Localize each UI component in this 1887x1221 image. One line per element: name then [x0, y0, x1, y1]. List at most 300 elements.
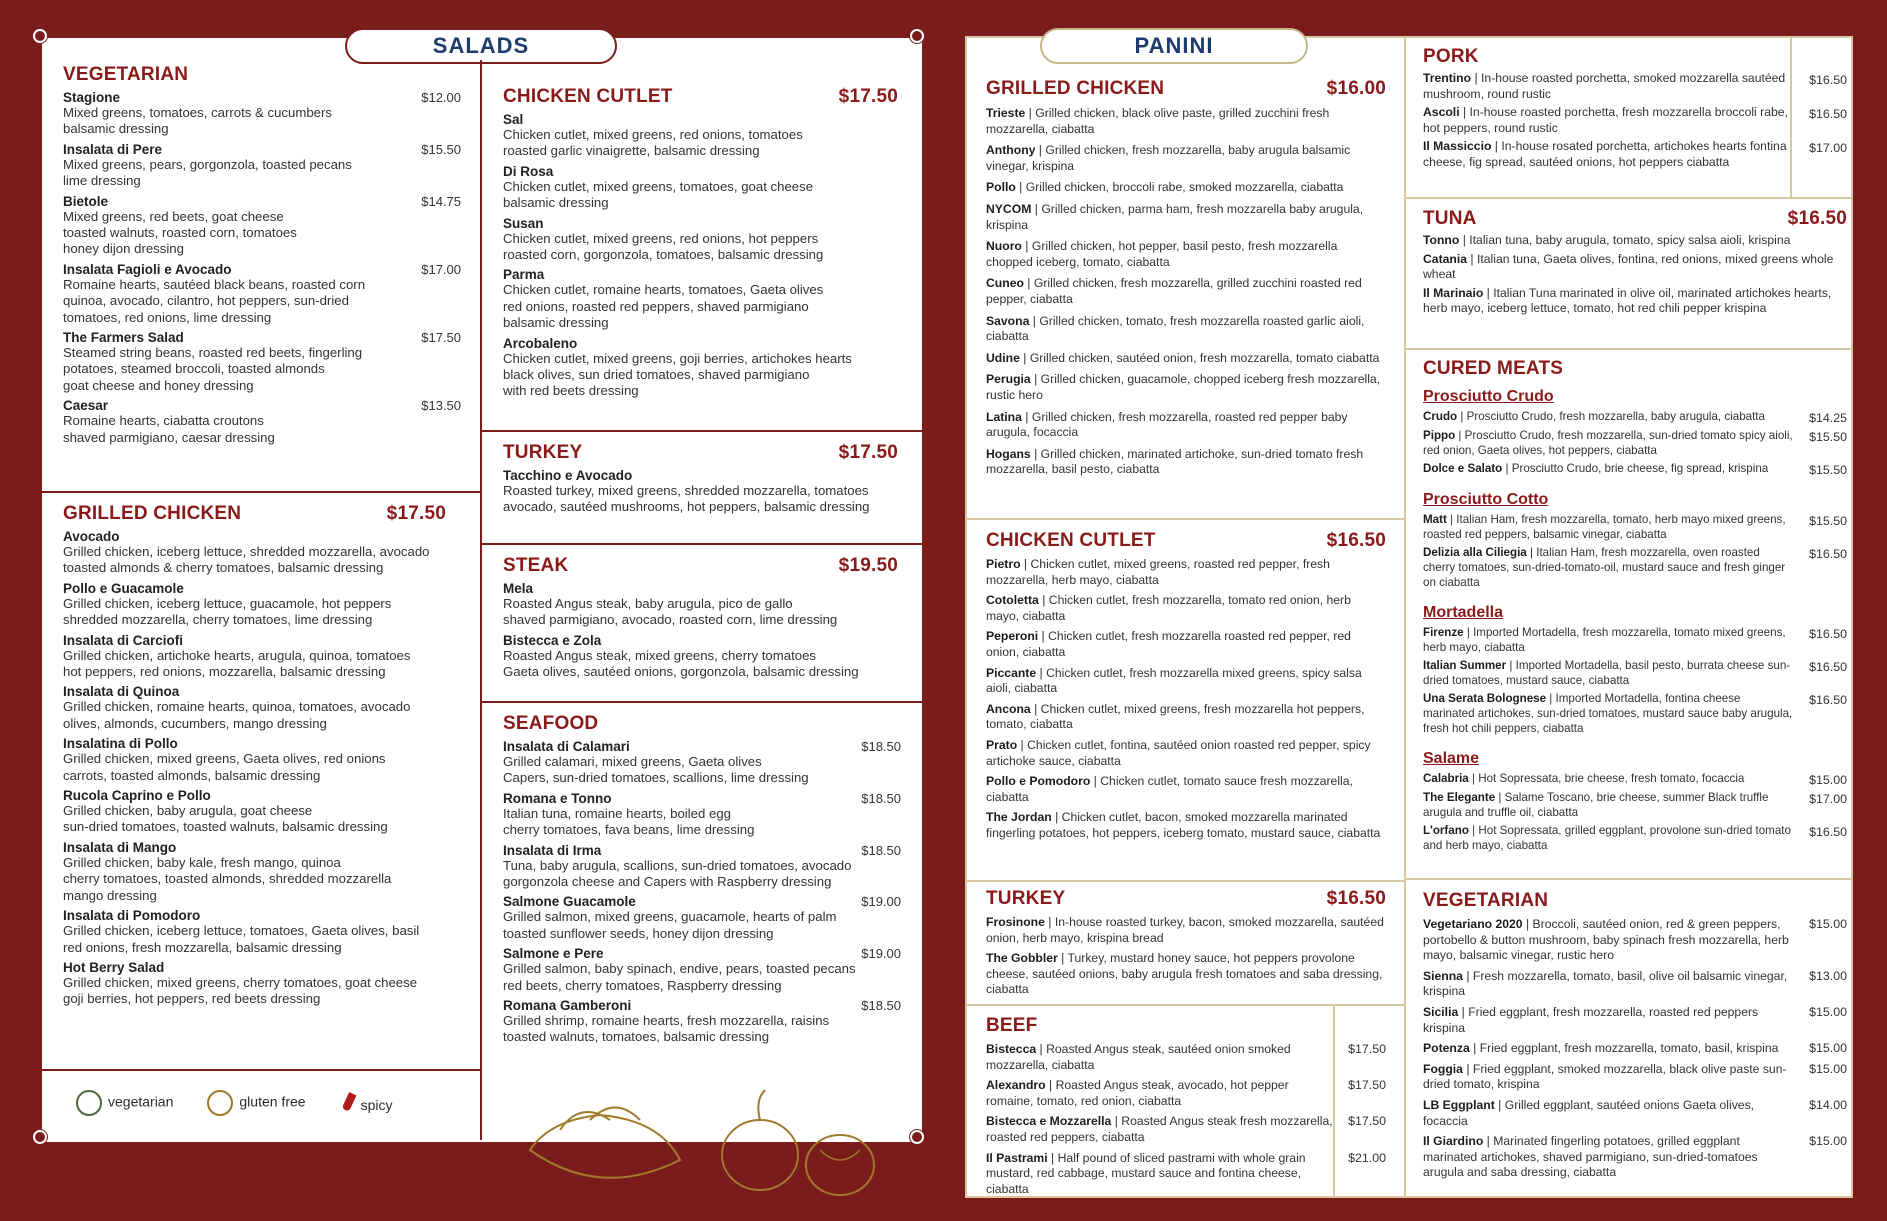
menu-item-text	[986, 351, 1386, 367]
menu-item	[63, 581, 446, 629]
menu-item-description: Italian tuna, romaine hearts, boiled egg cherry tomatoes, fava beans, lime dressing	[503, 805, 755, 838]
chili-pepper-icon	[341, 1092, 356, 1112]
menu-item-text	[1423, 823, 1795, 853]
menu-item-description: Grilled salmon, mixed greens, guacamole, hearts of palm toasted sunflower seeds, honey dijon dressing	[503, 909, 837, 941]
menu-item-name: Foggia	[1423, 1061, 1463, 1076]
separator: |	[1036, 1042, 1047, 1056]
menu-item-description: Imported Mortadella, fontina cheese marinated artichokes, sun-dried tomatoes, mustard sauce baby arugula, fresh hot chili peppers, ciabatta	[1423, 692, 1793, 735]
menu-item-header	[503, 894, 901, 909]
separator: |	[1045, 1078, 1056, 1093]
menu-item-name: Dolce e Salato	[1423, 462, 1503, 475]
menu-item-name: Insalata di Carciofi	[63, 632, 184, 648]
menu-item-description: Imported Mortadella, basil pesto, burrata cheese sun-dried tomatoes, mustard sauce, ciabatta	[1423, 659, 1791, 687]
menu-item-text	[986, 1151, 1334, 1198]
separator: |	[1017, 737, 1028, 752]
menu-item-price: $16.50	[1809, 693, 1847, 707]
separator: |	[1458, 1004, 1469, 1019]
menu-item-name: Bistecca e Mozzarella	[986, 1114, 1112, 1129]
salads-steak-section	[503, 555, 898, 681]
separator: |	[1036, 665, 1047, 680]
separator: |	[1030, 446, 1041, 461]
section-title	[986, 78, 1386, 100]
separator: |	[1462, 968, 1473, 983]
separator: |	[1044, 915, 1055, 929]
menu-item-name: Insalatina di Pollo	[63, 736, 178, 752]
menu-item-price: $15.00	[1809, 1134, 1847, 1149]
menu-item	[1423, 768, 1847, 787]
menu-item	[63, 398, 461, 446]
separator: |	[1468, 772, 1479, 785]
separator: |	[1455, 429, 1465, 442]
menu-item-header	[63, 960, 446, 975]
menu-item-description: Grilled eggplant, sautéed onions Gaeta olives, focaccia	[1423, 1097, 1755, 1128]
menu-item-name: Il Pastrami	[986, 1150, 1048, 1165]
menu-item	[63, 194, 461, 258]
menu-item-text	[986, 557, 1386, 588]
legend	[76, 1090, 392, 1116]
menu-item-description: Romaine hearts, sautéed black beans, roasted corn quinoa, avocado, cilantro, hot peppers, sun-dried tomatoes, red onions, lime dressing	[63, 276, 366, 325]
menu-item	[63, 960, 446, 1008]
menu-item-description: Chicken cutlet, mixed greens, roasted red pepper, fresh mozzarella, herb mayo, ciabatta	[986, 557, 1330, 587]
separator: |	[1021, 239, 1032, 254]
menu-item-description: Grilled chicken, fresh mozzarella, roasted red pepper baby arugula, focaccia	[986, 409, 1348, 440]
menu-item-name: Hogans	[986, 446, 1031, 461]
menu-item-text	[986, 1078, 1334, 1109]
menu-item-price: $12.00	[421, 90, 461, 105]
menu-item-description: In-house roasted turkey, bacon, smoked mozzarella, sautéed onion, herb mayo, krispina bread	[986, 915, 1384, 945]
separator: |	[1468, 824, 1479, 837]
menu-item-name: Romana e Tonno	[503, 790, 612, 806]
separator: |	[1457, 410, 1467, 423]
separator: |	[1506, 659, 1516, 672]
menu-item-description: Romaine hearts, ciabatta croutons shaved parmigiano, caesar dressing	[63, 413, 275, 445]
divider	[42, 1069, 482, 1071]
menu-item-price: $18.50	[861, 842, 901, 858]
menu-item	[1423, 458, 1847, 477]
cured-meat-group-title: Prosciutto Crudo	[1423, 388, 1554, 405]
menu-item	[503, 581, 898, 629]
menu-item-name: Bistecca e Zola	[503, 632, 602, 648]
menu-item-text	[986, 1114, 1334, 1145]
menu-item-description: Mixed greens, red beets, goat cheese toasted walnuts, roasted corn, tomatoes honey dijon dressing	[63, 208, 297, 257]
section-title: BEEF	[986, 1015, 1038, 1036]
menu-item-text	[986, 1042, 1334, 1073]
menu-item-name: Sienna	[1423, 968, 1463, 983]
menu-item-header	[503, 216, 898, 231]
menu-item-description: Fresh mozzarella, tomato, basil, olive oil balsamic vinegar, krispina	[1423, 968, 1788, 999]
menu-item	[63, 684, 446, 732]
section-title: PORK	[1423, 46, 1479, 67]
section-price: $16.50	[1787, 208, 1847, 229]
menu-item-name: Parma	[503, 267, 545, 283]
menu-item-description: Grilled chicken, sautéed onion, fresh mozzarella, tomato ciabatta	[1029, 350, 1380, 365]
menu-item-name: Matt	[1423, 513, 1447, 526]
section-price: $16.50	[1326, 530, 1386, 551]
menu-item-name: Insalata di Calamari	[503, 739, 630, 754]
menu-item-description: Roasted Angus steak, mixed greens, cherry tomatoes Gaeta olives, sautéed onions, gorgonzola, balsamic dressing	[503, 647, 859, 680]
menu-item-price: $18.50	[861, 739, 901, 754]
menu-item-name: Piccante	[986, 665, 1037, 680]
menu-item-header	[63, 194, 461, 209]
section-price: $17.50	[838, 442, 898, 463]
section-title	[986, 530, 1386, 552]
menu-item-description: Grilled chicken, parma ham, fresh mozzarella baby arugula, krispina	[986, 201, 1364, 232]
menu-item-description: Grilled chicken, fresh mozzarella, grilled zucchini roasted red pepper, ciabatta	[986, 276, 1362, 306]
separator: |	[1502, 462, 1512, 475]
menu-item-description: Italian Tuna marinated in olive oil, marinated artichokes hearts, herb mayo, iceberg lettuce, tomato, hot red chili pepper krispina	[1423, 285, 1832, 316]
menu-item	[986, 137, 1386, 174]
menu-item	[1423, 230, 1847, 249]
menu-item-price: $13.50	[421, 398, 461, 414]
menu-item-text	[986, 629, 1386, 660]
separator: |	[1483, 1134, 1494, 1149]
menu-item	[986, 366, 1386, 403]
menu-item-text	[986, 666, 1386, 697]
separator: |	[1029, 313, 1040, 328]
menu-item-header	[63, 633, 446, 648]
menu-item-description: Chicken cutlet, mixed greens, tomatoes, goat cheese balsamic dressing	[503, 178, 814, 211]
menu-item	[986, 552, 1386, 588]
menu-item-price: $15.50	[1809, 514, 1847, 528]
menu-item-description: Steamed string beans, roasted red beets, fingerling potatoes, steamed broccoli, toasted almonds goat cheese and honey dressing	[63, 345, 363, 393]
menu-item-description: Turkey, mustard honey sauce, hot peppers provolone cheese, sautéed onions, baby arugula fresh tomatoes and saba dressing, ciabatta	[986, 951, 1383, 997]
menu-item-text	[986, 774, 1386, 805]
menu-item-description: Half pound of sliced pastrami with whole grain mustard, red cabbage, mustard sauce and fontina cheese, ciabatta	[986, 1150, 1306, 1196]
menu-item	[1423, 509, 1847, 542]
menu-item	[503, 633, 898, 681]
menu-item	[63, 788, 446, 836]
menu-item-name: Insalata di Pomodoro	[63, 908, 201, 924]
menu-item	[63, 840, 446, 904]
menu-item	[986, 1037, 1386, 1073]
menu-item-text	[1423, 512, 1795, 542]
separator: |	[1051, 810, 1062, 825]
menu-item-description: Italian tuna, baby arugula, tomato, spicy salsa aioli, krispina	[1469, 233, 1791, 247]
section-price: $19.50	[838, 555, 898, 576]
menu-item-description: Chicken cutlet, bacon, smoked mozzarella marinated fingerling potatoes, hot peppers, iceberg tomato, mustard sauce, ciabatta	[986, 810, 1381, 840]
menu-item-price: $16.50	[1809, 825, 1847, 839]
menu-item	[503, 894, 901, 942]
divider	[482, 430, 922, 432]
section-price: $16.50	[1326, 888, 1386, 909]
separator: |	[1459, 233, 1470, 247]
menu-item-text	[1423, 1098, 1795, 1129]
menu-item-price: $15.00	[1809, 1061, 1847, 1076]
menu-item-description: Fried eggplant, smoked mozzarella, black olive paste sun-dried tomato, krispina	[1423, 1061, 1787, 1092]
menu-item-price: $13.00	[1809, 968, 1847, 983]
menu-item	[1423, 425, 1847, 458]
menu-item	[986, 769, 1386, 805]
menu-item-text	[1423, 691, 1795, 736]
menu-item-description: Imported Mortadella, fresh mozzarella, tomato mixed greens, herb mayo, ciabatta	[1423, 626, 1786, 654]
section-title: CURED MEATS	[1423, 358, 1564, 379]
menu-item-description: Chicken cutlet, mixed greens, fresh mozzarella hot peppers, tomato, ciabatta	[986, 701, 1365, 732]
menu-item-text	[1423, 545, 1795, 590]
panini-grilled-chicken-section	[986, 78, 1386, 478]
menu-item	[63, 529, 446, 577]
menu-item-text	[986, 239, 1386, 270]
menu-item-name: Insalata Fagioli e Avocado	[63, 261, 232, 277]
menu-item-price: $15.00	[1809, 1041, 1847, 1056]
menu-item-description: Grilled chicken, mixed greens, Gaeta olives, red onions carrots, toasted almonds, balsamic dressing	[63, 751, 386, 783]
menu-item-price: $16.50	[1809, 627, 1847, 641]
menu-item-text	[1423, 771, 1795, 786]
menu-item-name: Pollo e Pomodoro	[986, 774, 1091, 789]
menu-item-name: Pollo e Guacamole	[63, 580, 184, 596]
menu-item-header	[503, 998, 901, 1013]
corner-ornament	[33, 1130, 47, 1144]
menu-item	[63, 330, 461, 394]
menu-item	[986, 174, 1386, 196]
menu-item-description: Grilled chicken, black olive paste, grilled zucchini fresh mozzarella, ciabatta	[986, 106, 1330, 136]
menu-item	[1423, 542, 1847, 590]
menu-item-text	[1423, 286, 1847, 317]
menu-item	[1423, 964, 1847, 1000]
separator: |	[1021, 409, 1032, 424]
divider	[1404, 38, 1406, 1198]
separator: |	[1462, 1061, 1473, 1076]
menu-item	[1423, 249, 1847, 283]
menu-item-price: $15.50	[1809, 430, 1847, 444]
separator: |	[1467, 251, 1477, 266]
menu-item-price: $14.25	[1809, 411, 1847, 425]
menu-item-description: Roasted Angus steak, baby arugula, pico de gallo shaved parmigiano, avocado, roasted corn, lime dressing	[503, 596, 838, 628]
menu-item-description: Mixed greens, pears, gorgonzola, toasted pecans lime dressing	[63, 156, 352, 189]
menu-item-name: LB Eggplant	[1423, 1097, 1495, 1112]
menu-item-text	[986, 738, 1386, 769]
menu-item-description: Fried eggplant, fresh mozzarella, roasted red peppers krispina	[1423, 1004, 1759, 1035]
menu-item	[986, 733, 1386, 769]
menu-item	[986, 270, 1386, 307]
menu-item-name: Alexandro	[986, 1078, 1046, 1093]
menu-item	[1423, 622, 1847, 655]
panini-tuna-section	[1423, 208, 1847, 317]
menu-item	[986, 1146, 1386, 1198]
menu-item-description: Hot Sopressata, grilled eggplant, provolone sun-dried tomato and herb mayo, ciabatta	[1423, 824, 1791, 852]
menu-item-description: Chicken cutlet, fresh mozzarella, tomato red onion, herb mayo, ciabatta	[986, 593, 1351, 623]
menu-item-description: Grilled chicken, broccoli rabe, smoked mozzarella, ciabatta	[1025, 180, 1344, 195]
section-title	[503, 442, 898, 464]
section-title	[63, 503, 446, 525]
menu-item	[503, 267, 898, 331]
menu-item-name: Pietro	[986, 557, 1021, 571]
menu-item-name: Bietole	[63, 193, 109, 209]
menu-item-name: Cotoletta	[986, 593, 1039, 608]
menu-item-price: $15.00	[1809, 917, 1847, 931]
menu-item-header	[63, 142, 461, 157]
menu-item-name: L'orfano	[1423, 824, 1469, 837]
menu-item-price: $17.50	[1348, 1114, 1386, 1129]
menu-item-text	[986, 702, 1386, 733]
section-title-text: TUNA	[1423, 208, 1477, 229]
menu-item-name: Insalata di Quinoa	[63, 684, 180, 700]
menu-item-header	[503, 336, 898, 351]
vegetable-illustration	[520, 1090, 900, 1205]
menu-item	[986, 441, 1386, 478]
menu-item-price: $18.50	[861, 998, 901, 1014]
menu-item-description: Mixed greens, tomatoes, carrots & cucumbers balsamic dressing	[63, 105, 332, 137]
salads-chicken-cutlet-section	[503, 86, 898, 400]
menu-item-name: Una Serata Bolognese	[1423, 692, 1547, 705]
menu-item-price: $19.00	[861, 894, 901, 910]
menu-item	[503, 112, 898, 160]
menu-item	[503, 468, 898, 516]
separator: |	[1491, 139, 1502, 154]
section-title-text: GRILLED CHICKEN	[63, 503, 242, 524]
menu-item-name: Il Giardino	[1423, 1134, 1484, 1149]
menu-item	[503, 164, 898, 212]
menu-item-name: Sicilia	[1423, 1004, 1459, 1019]
menu-item-description: Grilled chicken, iceberg lettuce, shredded mozzarella, avocado toasted almonds & cherry tomatoes, balsamic dressing	[63, 544, 430, 576]
menu-item-name: The Gobbler	[986, 951, 1058, 966]
menu-item-price: $17.50	[1348, 1078, 1386, 1093]
menu-item	[1423, 406, 1847, 425]
menu-item-name: Tacchino e Avocado	[503, 468, 633, 483]
menu-item	[986, 196, 1386, 233]
section-price: $16.00	[1326, 78, 1386, 99]
salads-banner: SALADS	[345, 28, 617, 64]
corner-ornament	[33, 29, 47, 43]
menu-item-text	[986, 410, 1386, 441]
menu-item-text	[1423, 139, 1795, 170]
menu-item	[1423, 68, 1847, 102]
section-price: $17.50	[386, 503, 446, 524]
menu-item-price: $14.00	[1809, 1097, 1847, 1112]
menu-item-header	[63, 262, 461, 277]
menu-item-description: In-house roasted porchetta, fresh mozzarella broccoli rabe, hot peppers, round rustic	[1423, 105, 1788, 135]
menu-item-price: $18.50	[861, 790, 901, 806]
menu-item-name: Susan	[503, 215, 544, 231]
menu-item-header	[63, 90, 461, 105]
menu-item-name: Tonno	[1423, 233, 1460, 247]
separator: |	[1483, 285, 1494, 300]
menu-item	[63, 90, 461, 138]
menu-item	[1423, 912, 1847, 964]
menu-item	[986, 1073, 1386, 1109]
section-title-text: TURKEY	[986, 888, 1066, 909]
menu-item-name: Perugia	[986, 372, 1031, 387]
panini-chicken-cutlet-section	[986, 530, 1386, 842]
vegetarian-icon	[76, 1090, 102, 1116]
menu-item-description: Chicken cutlet, mixed greens, red onions, hot peppers roasted corn, gorgonzola, tomatoes, balsamic dressing	[503, 230, 824, 263]
corner-ornament	[910, 1130, 924, 1144]
menu-item-description: Grilled chicken, baby arugula, goat cheese sun-dried tomatoes, toasted walnuts, balsamic dressing	[63, 803, 388, 835]
menu-item-name: Firenze	[1423, 626, 1464, 639]
menu-item	[986, 345, 1386, 367]
menu-item	[63, 142, 461, 190]
menu-item	[986, 910, 1386, 946]
menu-item-description: In-house roasted porchetta, smoked mozzarella sautéed mushroom, round rustic	[1423, 71, 1786, 101]
menu-item-name: The Farmers Salad	[63, 330, 184, 346]
menu-item-header	[503, 164, 898, 179]
menu-item-price: $17.00	[1809, 792, 1847, 806]
menu-item-name: Calabria	[1423, 772, 1469, 785]
menu-item-text	[986, 180, 1386, 196]
menu-item	[986, 588, 1386, 624]
menu-item-name: Frosinone	[986, 915, 1045, 929]
menu-item-text	[986, 593, 1386, 624]
menu-item-description: Grilled calamari, mixed greens, Gaeta olives Capers, sun-dried tomatoes, scallions, lime dressing	[503, 754, 809, 786]
panini-vegetarian-section	[1423, 890, 1847, 1181]
menu-item-text	[986, 951, 1386, 998]
separator: |	[1469, 1041, 1480, 1056]
menu-item-price: $17.00	[1809, 141, 1847, 156]
menu-item-description: Prosciutto Crudo, fresh mozzarella, baby arugula, ciabatta	[1466, 410, 1765, 423]
section-title-text: CHICKEN CUTLET	[503, 86, 673, 107]
separator: |	[1035, 143, 1046, 158]
menu-item-name: Savona	[986, 313, 1030, 328]
menu-item-description: Chicken cutlet, romaine hearts, tomatoes, Gaeta olives red onions, roasted red peppers, shaved parmigiano balsamic dressing	[503, 282, 824, 331]
menu-item	[1423, 1129, 1847, 1181]
menu-item-description: Grilled chicken, fresh mozzarella, baby arugula balsamic vinegar, krispina	[986, 143, 1351, 173]
menu-item	[986, 404, 1386, 441]
menu-item-header	[503, 946, 901, 961]
menu-item-text	[1423, 625, 1795, 655]
menu-item-description: Chicken cutlet, mixed greens, goji berries, artichokes hearts black olives, sun dried tomatoes, shaved parmigiano with red beets dressing	[503, 350, 852, 399]
menu-item-description: Italian tuna, Gaeta olives, fontina, red onions, mixed greens whole wheat	[1423, 251, 1834, 282]
menu-item	[986, 661, 1386, 697]
menu-item-description: Hot Sopressata, brie cheese, fresh tomato, focaccia	[1478, 772, 1745, 785]
menu-item-name: Anthony	[986, 143, 1036, 158]
menu-item	[1423, 787, 1847, 820]
menu-item-header	[63, 684, 446, 699]
menu-item-text	[986, 276, 1386, 307]
legend-vegetarian: vegetarian	[76, 1090, 173, 1116]
divider	[480, 60, 482, 1140]
menu-item-description: Grilled chicken, artichoke hearts, arugula, quinoa, tomatoes hot peppers, red onions, mozzarella, balsamic dressing	[63, 647, 411, 680]
section-title-text: TURKEY	[503, 442, 583, 463]
menu-item-text	[986, 447, 1386, 478]
menu-item-text	[1423, 105, 1795, 136]
menu-item-name: Cuneo	[986, 276, 1024, 291]
menu-item-header	[503, 843, 901, 858]
menu-item-text	[986, 143, 1386, 174]
divider	[967, 518, 1405, 520]
menu-item-price: $17.50	[421, 330, 461, 346]
menu-item-header	[63, 736, 446, 751]
menu-item-description: In-house rosated porchetta, artichokes hearts fontina cheese, fig spread, sautéed onions, hot peppers ciabatta	[1423, 139, 1787, 169]
menu-item-price: $19.00	[861, 946, 901, 962]
menu-item-name: Salmone Guacamole	[503, 894, 636, 910]
menu-item	[63, 633, 446, 681]
menu-item-text	[986, 372, 1386, 403]
menu-item-price: $15.50	[1809, 463, 1847, 477]
menu-item-name: Delizia alla Ciliegia	[1423, 546, 1527, 559]
separator: |	[1031, 201, 1042, 216]
menu-item-name: NYCOM	[986, 201, 1032, 216]
menu-item	[1423, 1036, 1847, 1057]
section-title-text: GRILLED CHICKEN	[986, 78, 1165, 99]
separator: |	[1038, 629, 1049, 644]
separator: |	[1463, 626, 1474, 639]
menu-item-price: $16.50	[1809, 73, 1847, 87]
salads-vegetarian-section	[63, 64, 461, 446]
menu-item	[986, 1109, 1386, 1145]
separator: |	[1020, 557, 1031, 571]
separator: |	[1038, 593, 1049, 608]
separator: |	[1471, 71, 1482, 85]
menu-item-name: Insalata di Mango	[63, 839, 177, 855]
menu-item-header	[503, 791, 901, 806]
section-price: $17.50	[838, 86, 898, 107]
menu-item-text	[986, 106, 1386, 137]
menu-item	[1423, 283, 1847, 317]
menu-item	[1423, 1000, 1847, 1036]
menu-item-price: $17.00	[421, 261, 461, 277]
menu-item-name: Salmone e Pere	[503, 946, 604, 962]
menu-item-text	[1423, 1041, 1795, 1057]
menu-item	[503, 843, 901, 891]
